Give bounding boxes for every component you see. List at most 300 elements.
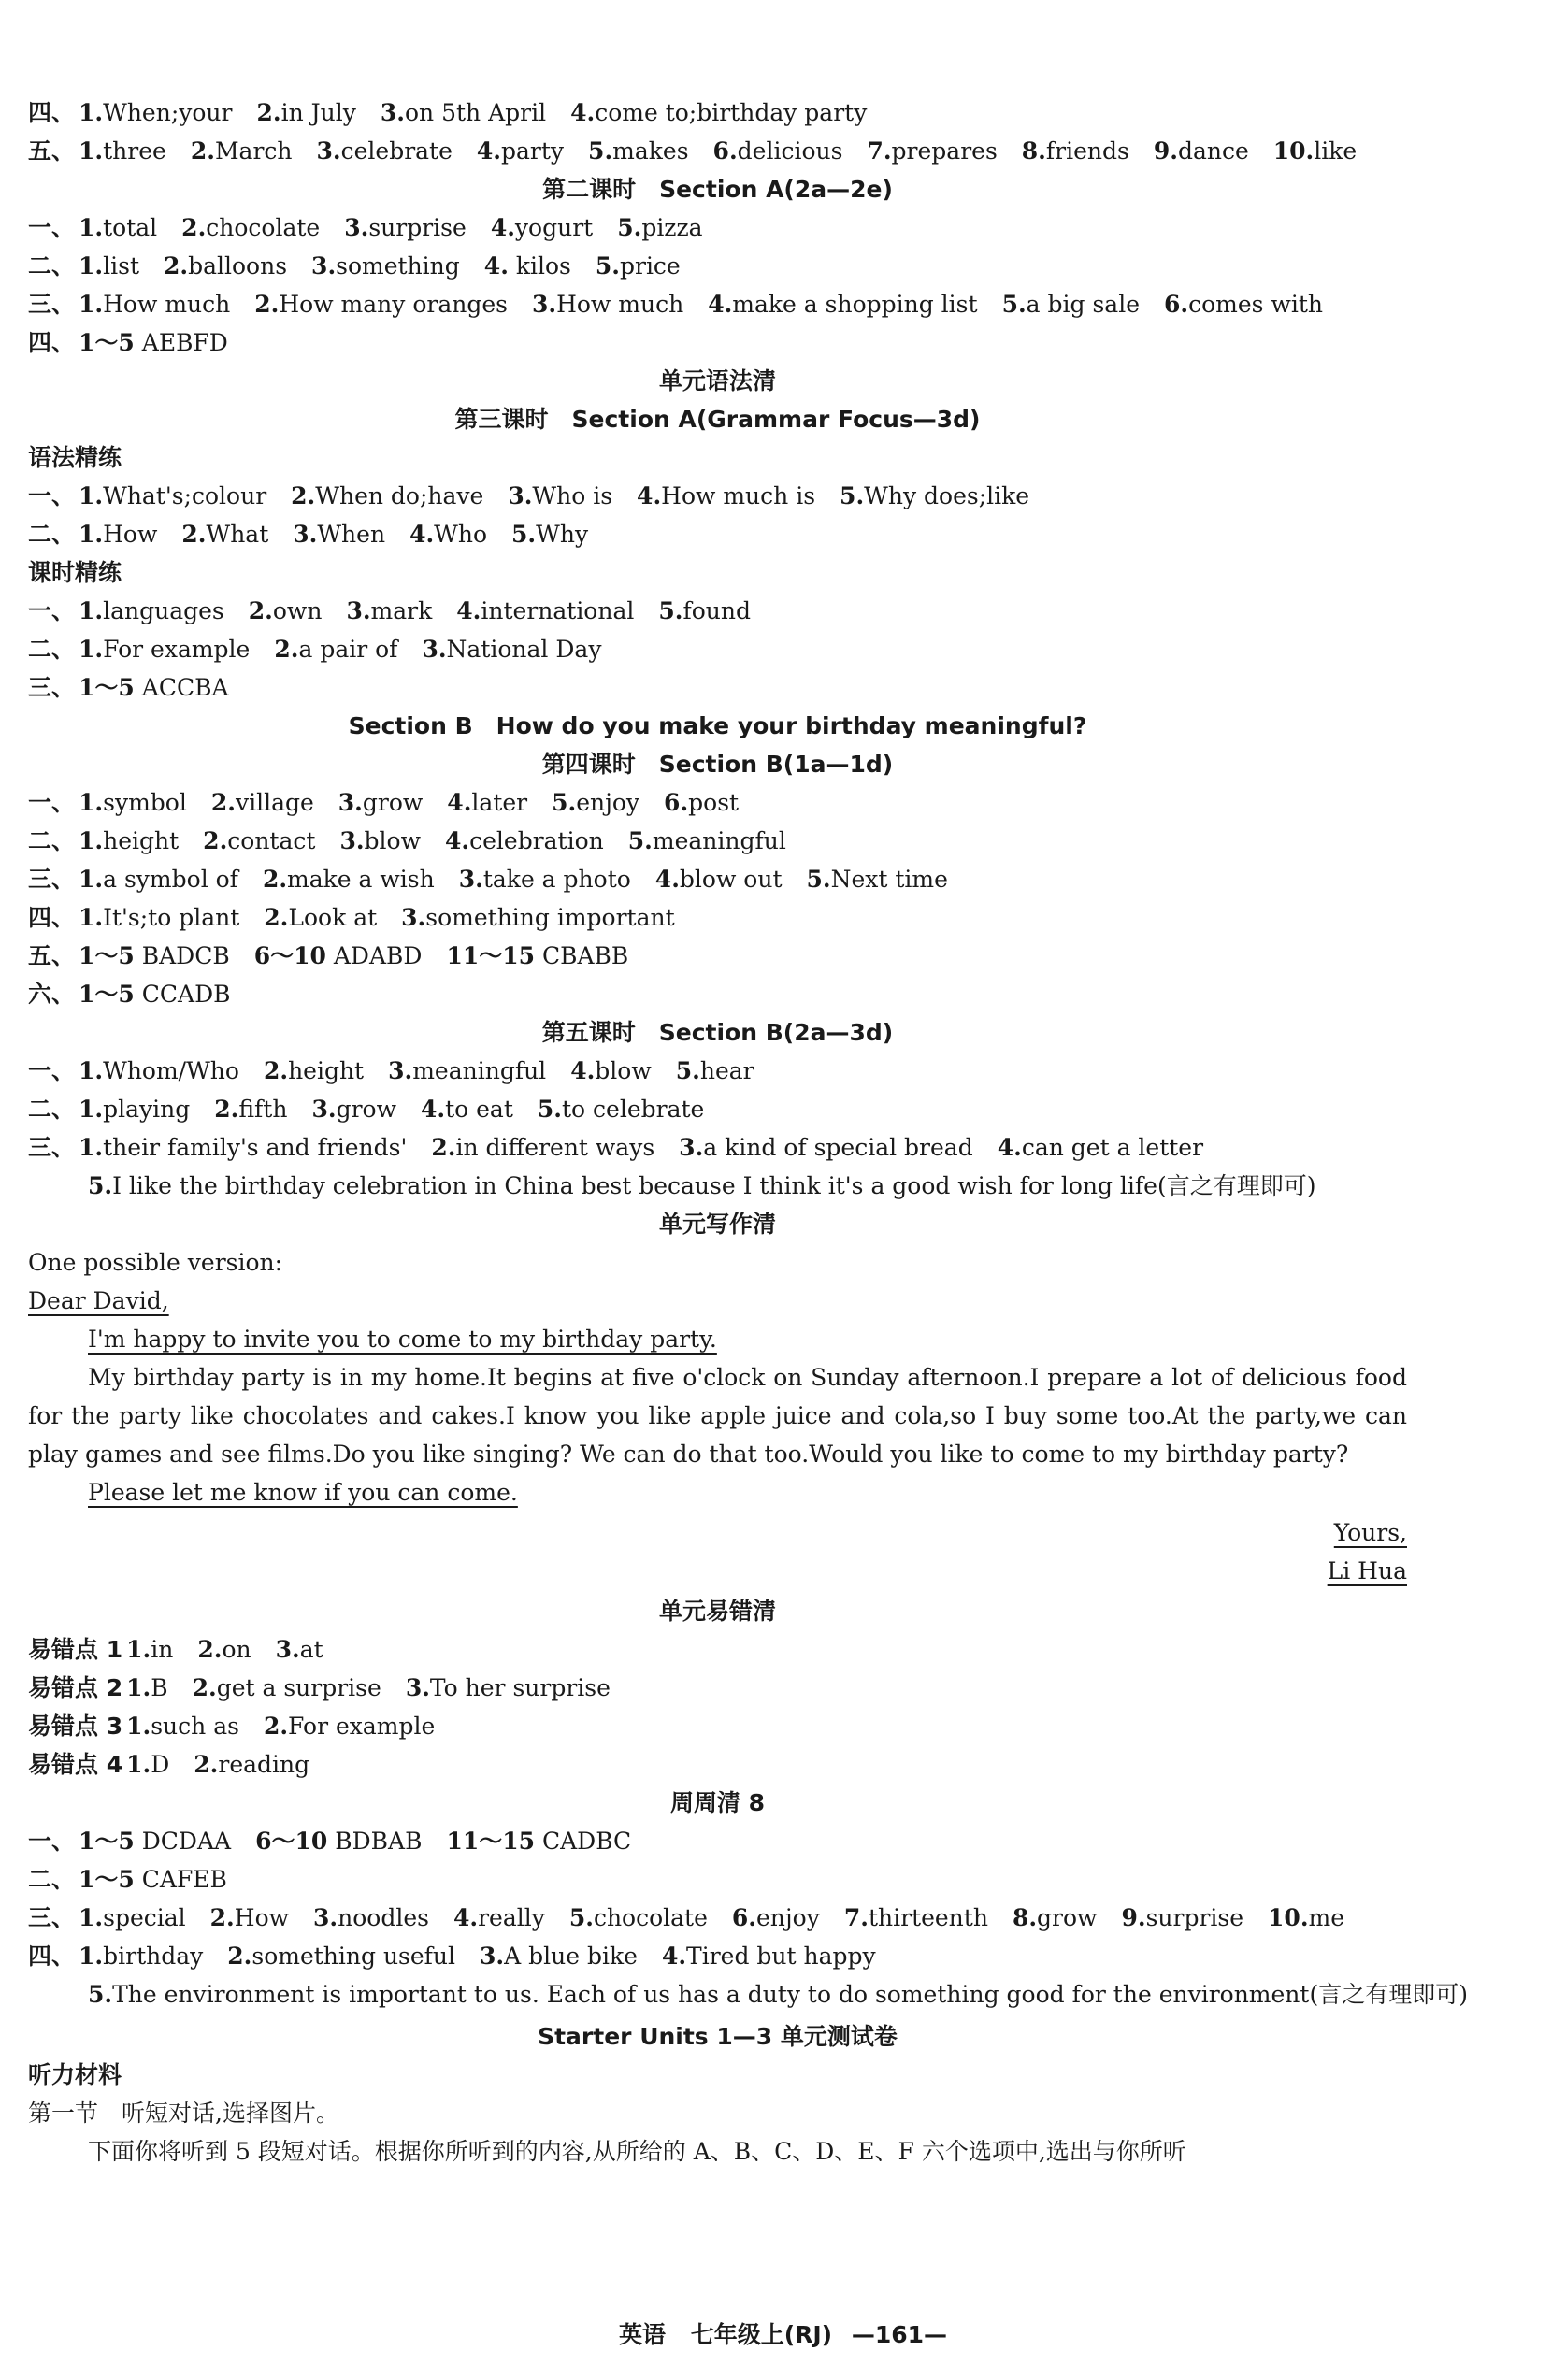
answer-text: height <box>103 827 180 854</box>
answer-row <box>28 477 1407 515</box>
row-label: 易错点 2 <box>28 1674 123 1701</box>
mistakes-list <box>28 1630 1407 1784</box>
answer-number: 1. <box>79 1057 104 1084</box>
answer-item <box>181 521 268 548</box>
answer-item <box>214 1096 287 1123</box>
answer-number: 7. <box>843 1904 869 1931</box>
answer-text: National Day <box>446 636 602 663</box>
answer-number: 3. <box>344 214 369 241</box>
answer-item <box>227 1943 455 1970</box>
answer-text: CBABB <box>535 942 629 969</box>
grammar-section-title: 单元语法清 <box>658 367 776 394</box>
listening-instructions: 下面你将听到 5 段短对话。根据你所听到的内容,从所给的 A、B、C、D、E、F 六个选项中,选出与你所听 <box>88 2138 1186 2165</box>
answer-number: 1. <box>79 137 104 165</box>
answer-text: pizza <box>641 214 703 241</box>
answer-text: height <box>288 1057 365 1084</box>
answer-text: Why does;like <box>864 482 1030 509</box>
answer-item <box>570 1057 652 1084</box>
answer-item <box>79 1943 203 1970</box>
answer-row <box>28 1090 1407 1128</box>
row-label: 五、 <box>28 942 76 969</box>
answer-row <box>28 1128 1407 1167</box>
test-title: Starter Units 1—3 单元测试卷 <box>538 2023 898 2050</box>
answer-item <box>311 252 460 280</box>
answer-row <box>28 668 1407 707</box>
answer-text: surprise <box>368 214 467 241</box>
answer-number: 10. <box>1272 137 1315 165</box>
row-label: 四、 <box>28 329 76 356</box>
answer-text: ADABD <box>325 942 423 969</box>
answer-item <box>79 597 224 624</box>
answer-item <box>637 482 815 509</box>
answer-text: celebration <box>469 827 604 854</box>
row-label: 三、 <box>28 866 76 893</box>
answer-text: come to;birthday party <box>595 99 868 126</box>
writing-intro: One possible version: <box>28 1249 283 1276</box>
answer-text: party <box>501 137 565 165</box>
answer-item <box>346 597 432 624</box>
answer-number: 2. <box>214 1096 239 1123</box>
answer-number: 4. <box>570 99 596 126</box>
footer-grade: 七年级上(RJ) <box>690 2321 833 2348</box>
row-label: 三、 <box>28 291 76 318</box>
answer-text: at <box>299 1636 323 1663</box>
answer-item <box>79 942 230 969</box>
listening-heading: 听力材料 <box>28 2061 122 2088</box>
answer-item <box>181 214 320 241</box>
answer-item <box>276 1636 323 1663</box>
answer-text: thirteenth <box>868 1904 988 1931</box>
answer-text: B <box>151 1674 168 1701</box>
row-label: 一、 <box>28 1057 76 1084</box>
answer-text: CAFEB <box>134 1866 227 1893</box>
answer-text: a symbol of <box>103 866 238 893</box>
row-label: 五、 <box>28 137 76 165</box>
answer-item <box>311 1096 396 1123</box>
answer-number: 8. <box>1012 1904 1038 1931</box>
answer-number: 4. <box>483 252 509 280</box>
answer-number: 4. <box>708 291 733 318</box>
answer-number: 1～5 <box>79 942 135 969</box>
answer-number: 11～15 <box>446 942 536 969</box>
answer-item <box>628 827 786 854</box>
answer-text: yogurt <box>514 214 594 241</box>
answer-row <box>28 1052 1407 1090</box>
answer-item <box>164 252 287 280</box>
answer-text: March <box>214 137 293 165</box>
answer-number: 3. <box>311 1096 337 1123</box>
answer-number: 6. <box>1164 291 1189 318</box>
answer-text: their family's and friends' <box>103 1134 408 1161</box>
answer-item <box>191 137 293 165</box>
row-label: 二、 <box>28 1096 76 1123</box>
answer-item <box>840 482 1029 509</box>
answer-text: like <box>1314 137 1358 165</box>
answer-text: Look at <box>288 904 378 931</box>
lesson2-title: 第二课时 Section A(2a—2e) <box>542 176 893 203</box>
answer-item <box>254 291 508 318</box>
answer-text: A blue bike <box>504 1943 638 1970</box>
answer-text: found <box>682 597 751 624</box>
answer-number: 2. <box>263 1713 289 1740</box>
row-label: 一、 <box>28 1828 76 1855</box>
lesson4-title: 第四课时 Section B(1a—1d) <box>541 751 894 778</box>
row-label: 四、 <box>28 1943 76 1970</box>
answer-number: 3. <box>531 291 557 318</box>
answer-item <box>1022 137 1129 165</box>
answer-number: 1～5 <box>79 981 135 1008</box>
answer-number: 3. <box>679 1134 704 1161</box>
answer-number: 3. <box>405 1674 430 1701</box>
answer-number: 2. <box>256 99 281 126</box>
answer-text: in July <box>280 99 356 126</box>
answer-item <box>1121 1904 1243 1931</box>
row-label: 三、 <box>28 674 76 701</box>
answer-number: 3. <box>388 1057 413 1084</box>
answer-number: 5. <box>595 252 620 280</box>
answer-item <box>1002 291 1140 318</box>
answer-item <box>456 597 634 624</box>
answer-row <box>28 937 1407 975</box>
answer-item <box>453 1904 545 1931</box>
answer-item <box>445 827 604 854</box>
answer-number: 4. <box>453 1904 479 1931</box>
answer-number: 6. <box>731 1904 757 1931</box>
answer-item <box>291 482 483 509</box>
answer-number: 4. <box>445 827 470 854</box>
answer-number: 3. <box>275 1636 300 1663</box>
answer-row <box>28 132 1407 170</box>
answer-number: 4. <box>456 597 481 624</box>
answer-text: in <box>151 1636 174 1663</box>
answer-text: a pair of <box>298 636 398 663</box>
answer-number: 1. <box>126 1713 151 1740</box>
answer-number: 2. <box>181 521 207 548</box>
answer-number: 4. <box>570 1057 596 1084</box>
answer-item <box>264 904 377 931</box>
answer-text: can get a letter <box>1021 1134 1204 1161</box>
answer-text: grow <box>336 1096 396 1123</box>
answer-item <box>446 942 628 969</box>
row-label: 二、 <box>28 636 76 663</box>
answer-number: 3. <box>338 789 363 816</box>
answer-row <box>28 975 1407 1013</box>
rows-f <box>28 1052 1407 1167</box>
answer-text: something important <box>425 904 675 931</box>
answer-text: How <box>234 1904 290 1931</box>
answer-number: 1. <box>79 521 104 548</box>
answer-item <box>293 521 385 548</box>
answer-item <box>79 636 250 663</box>
answer-row <box>28 208 1407 247</box>
answer-item <box>1154 137 1249 165</box>
answer-item <box>679 1134 973 1161</box>
answer-text: When <box>317 521 386 548</box>
answer-item <box>264 1713 435 1740</box>
answer-text: Who is <box>532 482 613 509</box>
answer-text: me <box>1308 1904 1345 1931</box>
answer-number: 3. <box>422 636 447 663</box>
weekly-title: 周周清 8 <box>669 1789 766 1816</box>
row-label: 易错点 3 <box>28 1713 123 1740</box>
answer-row <box>28 630 1407 668</box>
page-footer <box>0 2316 1566 2350</box>
answer-text: on 5th April <box>404 99 547 126</box>
answer-item <box>317 137 453 165</box>
letter-signature: Li Hua <box>1327 1557 1407 1584</box>
answer-item <box>126 1751 169 1778</box>
answer-number: 6～10 <box>255 1828 328 1855</box>
answer-number: 1～5 <box>79 1828 135 1855</box>
answer-number: 9. <box>1121 1904 1146 1931</box>
answer-number: 1. <box>79 291 104 318</box>
answer-item <box>431 1134 654 1161</box>
answer-row <box>28 1822 1407 1860</box>
f-extra-answer: 5.I like the birthday celebration in China best because I think it's a good wish for long life(言之有理即可) <box>88 1172 1316 1199</box>
answer-number: 3. <box>316 137 341 165</box>
answer-number: 5. <box>840 482 865 509</box>
answer-number: 3. <box>480 1943 505 1970</box>
answer-item <box>79 99 232 126</box>
g-extra-answer: 5.The environment is important to us. Each of us has a duty to do something good for the environment(言之有理即可) <box>88 1981 1468 2008</box>
answer-text: special <box>103 1904 186 1931</box>
answer-item <box>508 482 612 509</box>
answer-text: such as <box>151 1713 239 1740</box>
answer-number: 9. <box>1153 137 1178 165</box>
answer-number: 5. <box>568 1904 594 1931</box>
answer-number: 4. <box>420 1096 446 1123</box>
answer-item <box>79 827 179 854</box>
answer-text: What <box>206 521 269 548</box>
answer-row <box>28 1899 1407 1937</box>
answer-item <box>79 1828 231 1855</box>
answer-number: 11～15 <box>446 1828 536 1855</box>
answer-text: three <box>103 137 166 165</box>
answer-text: symbol <box>103 789 187 816</box>
answer-item <box>658 597 751 624</box>
answer-text: contact <box>227 827 316 854</box>
answer-row <box>28 247 1407 285</box>
answer-item <box>588 137 689 165</box>
answer-text: post <box>688 789 740 816</box>
answer-text: delicious <box>737 137 843 165</box>
letter-first-sentence: I'm happy to invite you to come to my birthday party. <box>88 1326 717 1353</box>
answer-item <box>203 827 315 854</box>
answer-text: comes with <box>1188 291 1323 318</box>
answer-number: 2. <box>209 1904 235 1931</box>
answer-item <box>447 789 527 816</box>
answer-text: Next time <box>830 866 948 893</box>
answer-text: reading <box>218 1751 310 1778</box>
answer-number: 3. <box>458 866 483 893</box>
answer-number: 2. <box>248 597 273 624</box>
answer-item <box>256 99 355 126</box>
answer-number: 2. <box>431 1134 456 1161</box>
answer-text: on <box>222 1636 251 1663</box>
answer-row <box>28 323 1407 362</box>
answer-number: 5. <box>511 521 537 548</box>
answer-number: 2. <box>192 1674 217 1701</box>
answer-item <box>1013 1904 1098 1931</box>
answer-item <box>401 904 675 931</box>
answer-number: 1. <box>126 1751 151 1778</box>
answer-text: village <box>235 789 314 816</box>
answer-text: Who <box>434 521 488 548</box>
answer-item <box>210 1904 289 1931</box>
answer-number: 2. <box>197 1636 223 1663</box>
answer-text: chocolate <box>206 214 321 241</box>
answer-item <box>570 99 867 126</box>
footer-page-number: —161— <box>851 2321 948 2348</box>
answer-item <box>194 1751 309 1778</box>
answer-item <box>344 214 467 241</box>
answer-item <box>255 1828 422 1855</box>
answer-number: 3. <box>339 827 365 854</box>
answer-text: languages <box>103 597 224 624</box>
answer-text: in different ways <box>455 1134 655 1161</box>
answer-item <box>79 981 230 1008</box>
answer-number: 5. <box>537 1096 562 1123</box>
answer-text: to celebrate <box>561 1096 705 1123</box>
answer-item <box>264 1057 364 1084</box>
answer-item <box>446 1828 631 1855</box>
answer-text: total <box>103 214 158 241</box>
answer-item <box>79 482 266 509</box>
answer-text: How much <box>556 291 684 318</box>
answer-item <box>477 137 564 165</box>
answer-item <box>569 1904 708 1931</box>
answer-text: makes <box>612 137 689 165</box>
answer-item <box>596 252 681 280</box>
answer-item <box>511 521 588 548</box>
answer-text: ACCBA <box>134 674 229 701</box>
answer-number: 1. <box>79 904 104 931</box>
answer-number: 2. <box>263 1057 289 1084</box>
grammar-practice-heading: 语法精练 <box>28 444 122 471</box>
answer-item <box>79 904 239 931</box>
answer-number: 2. <box>291 482 316 509</box>
answer-text: really <box>478 1904 545 1931</box>
answer-text: celebrate <box>340 137 453 165</box>
row-label: 一、 <box>28 214 76 241</box>
letter-body: My birthday party is in my home.It begins at five o'clock on Sunday afternoon.I prepare a lot of delicious food for the party like chocolates and cakes.I know you like apple juice and cola,so I buy some too.At the party,we can play games and see films.Do you like singing? We can do that too.Would you like to come to my birthday party? <box>28 1364 1407 1468</box>
answer-number: 5. <box>658 597 683 624</box>
answer-text: enjoy <box>756 1904 820 1931</box>
answer-text: grow <box>1037 1904 1098 1931</box>
answer-item <box>998 1134 1203 1161</box>
answer-item <box>662 1943 876 1970</box>
answer-text: How many oranges <box>279 291 508 318</box>
answer-text: Why <box>536 521 589 548</box>
answer-item <box>1268 1904 1344 1931</box>
answer-text: dance <box>1177 137 1249 165</box>
rows-g <box>28 1822 1407 1975</box>
footer-subject: 英语 <box>618 2321 666 2348</box>
answer-number: 5. <box>552 789 577 816</box>
answer-item <box>491 214 593 241</box>
answer-text: chocolate <box>593 1904 708 1931</box>
answer-text: something <box>336 252 460 280</box>
answer-text: hear <box>699 1057 754 1084</box>
answer-row <box>28 592 1407 630</box>
row-label: 易错点 4 <box>28 1751 123 1778</box>
answer-text: price <box>619 252 681 280</box>
answer-number: 4. <box>997 1134 1022 1161</box>
answer-text: to eat <box>445 1096 513 1123</box>
answer-number: 1～5 <box>79 674 135 701</box>
row-label: 四、 <box>28 904 76 931</box>
answer-item <box>79 1904 186 1931</box>
answer-item <box>406 1674 611 1701</box>
answer-text: AEBFD <box>134 329 228 356</box>
answer-number: 3. <box>401 904 426 931</box>
answer-number: 4. <box>490 214 515 241</box>
answer-text: a big sale <box>1026 291 1140 318</box>
answer-text: CADBC <box>535 1828 632 1855</box>
answer-item <box>617 214 702 241</box>
answer-item <box>274 636 397 663</box>
row-label: 三、 <box>28 1904 76 1931</box>
answer-item <box>79 137 166 165</box>
answer-text: make a shopping list <box>732 291 978 318</box>
row-label: 二、 <box>28 827 76 854</box>
answer-row <box>28 1860 1407 1899</box>
row-label: 六、 <box>28 981 76 1008</box>
answer-item <box>79 521 157 548</box>
answer-item <box>79 1134 407 1161</box>
row-label: 二、 <box>28 521 76 548</box>
answer-item <box>532 291 683 318</box>
answer-number: 1. <box>126 1636 151 1663</box>
answer-item <box>79 1057 239 1084</box>
answer-row <box>28 860 1407 898</box>
answer-text: Whom/Who <box>103 1057 239 1084</box>
answer-text: list <box>103 252 139 280</box>
lesson3-title: 第三课时 Section A(Grammar Focus—3d) <box>454 406 981 433</box>
answer-number: 4. <box>447 789 472 816</box>
answer-item <box>79 789 187 816</box>
answer-number: 4. <box>476 137 502 165</box>
answer-number: 1. <box>79 1904 104 1931</box>
answer-number: 2. <box>203 827 228 854</box>
lesson-practice-heading: 课时精练 <box>28 559 122 586</box>
answer-item <box>552 789 639 816</box>
answer-row <box>28 515 1407 553</box>
answer-item <box>263 866 435 893</box>
answer-item <box>844 1904 988 1931</box>
answer-number: 4. <box>654 866 680 893</box>
answer-text: surprise <box>1145 1904 1244 1931</box>
answer-number: 2. <box>210 789 236 816</box>
answer-number: 1. <box>79 99 104 126</box>
letter-greeting: Dear David, <box>28 1287 169 1314</box>
answer-text: meaningful <box>652 827 786 854</box>
answer-item <box>338 789 424 816</box>
answer-text: international <box>481 597 635 624</box>
answer-item <box>126 1636 173 1663</box>
answer-number: 2. <box>262 866 288 893</box>
answer-number: 10. <box>1268 1904 1309 1931</box>
answer-number: 5. <box>617 214 642 241</box>
listening-part: 第一节 听短对话,选择图片。 <box>28 2100 339 2127</box>
row-label: 一、 <box>28 789 76 816</box>
answer-text: What's;colour <box>103 482 267 509</box>
section-b-title: Section B How do you make your birthday meaningful? <box>348 712 1087 739</box>
answer-number: 3. <box>508 482 533 509</box>
row-label: 三、 <box>28 1134 76 1161</box>
answer-item <box>664 789 739 816</box>
answer-item <box>655 866 783 893</box>
